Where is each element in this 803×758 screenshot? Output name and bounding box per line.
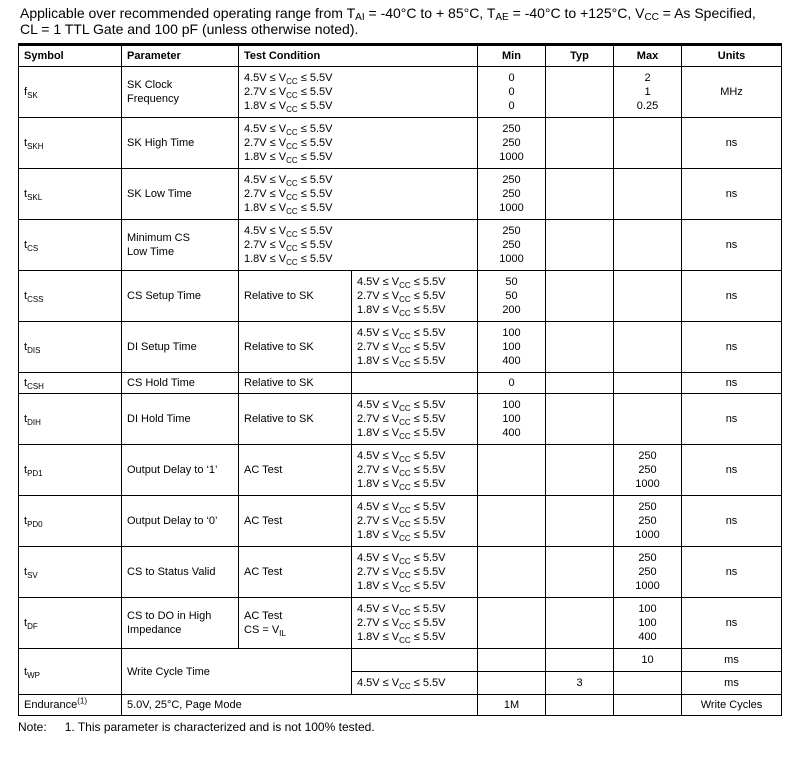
units-cell: ns xyxy=(682,220,782,271)
max-cell xyxy=(614,394,682,445)
condition-cell: $4.5V \le V_{CC} \le 5.5V$ $2.7V \le V_{CC} \le 5.5V$ $1.8V \le V_{CC} \le 5.5V$ xyxy=(239,169,478,220)
symbol-cell: $t_{DF}$ xyxy=(19,598,122,649)
intro-text xyxy=(20,5,795,37)
units-cell: Write Cycles xyxy=(682,695,782,716)
vcc-cell: $4.5V \le V_{CC} \le 5.5V$ $2.7V \le V_{CC} \le 5.5V$ $1.8V \le V_{CC} \le 5.5V$ xyxy=(352,322,478,373)
typ-cell xyxy=(546,220,614,271)
table-row-tsv xyxy=(19,547,782,598)
table-row-tcss xyxy=(19,271,782,322)
typ-cell xyxy=(546,169,614,220)
units-cell: ns xyxy=(682,547,782,598)
parameter-cell: Output Delay to ‘1’ xyxy=(122,445,239,496)
min-cell: 0 xyxy=(478,373,546,394)
header-symbol: Symbol xyxy=(19,45,122,67)
max-cell xyxy=(614,169,682,220)
max-cell xyxy=(614,695,682,716)
parameter-cell: Output Delay to ‘0’ xyxy=(122,496,239,547)
max-cell: 250 250 1000 xyxy=(614,496,682,547)
max-cell: 250 250 1000 xyxy=(614,445,682,496)
max-cell: 2 1 0.25 xyxy=(614,67,682,118)
min-cell: 100 100 400 xyxy=(478,394,546,445)
header-typ: Typ xyxy=(546,45,614,67)
header-parameter: Parameter xyxy=(122,45,239,67)
min-cell: 250 250 1000 xyxy=(478,220,546,271)
max-cell: 250 250 1000 xyxy=(614,547,682,598)
max-cell xyxy=(614,271,682,322)
symbol-cell: $t_{CSH}$ xyxy=(19,373,122,394)
condition-cell: Relative to SK xyxy=(239,394,352,445)
parameter-cell: SK Clock Frequency xyxy=(122,67,239,118)
intro-line-1: Applicable over recommended operating range from $T_{AI} = -40^\circ C$ to + 85°C, $T_{AE} = -40^\circ C$ to +125°C, $V_{CC} = As$ Specified, xyxy=(20,5,756,23)
typ-cell xyxy=(546,695,614,716)
typ-cell xyxy=(546,373,614,394)
units-cell: ns xyxy=(682,496,782,547)
symbol-cell: $t_{CSS}$ xyxy=(19,271,122,322)
vcc-cell: $4.5V \le V_{CC} \le 5.5V$ $2.7V \le V_{CC} \le 5.5V$ $1.8V \le V_{CC} \le 5.5V$ xyxy=(352,496,478,547)
max-cell xyxy=(614,373,682,394)
condition-cell: $4.5V \le V_{CC} \le 5.5V$ $2.7V \le V_{CC} \le 5.5V$ $1.8V \le V_{CC} \le 5.5V$ xyxy=(239,67,478,118)
intro-line-2: CL = 1 TTL Gate and 100 pF (unless otherwise noted). xyxy=(20,21,359,37)
condition-cell: AC Test xyxy=(239,445,352,496)
min-cell xyxy=(478,672,546,695)
typ-cell xyxy=(546,271,614,322)
table-row-fsk xyxy=(19,67,782,118)
max-cell xyxy=(614,220,682,271)
symbol-cell: Endurance$^{(1)}$ xyxy=(19,695,122,716)
min-cell: 1M xyxy=(478,695,546,716)
condition-cell: $4.5V \le V_{CC} \le 5.5V$ $2.7V \le V_{CC} \le 5.5V$ $1.8V \le V_{CC} \le 5.5V$ xyxy=(239,118,478,169)
typ-cell xyxy=(546,649,614,672)
condition-cell: Relative to SK xyxy=(239,271,352,322)
table-row-tpd1 xyxy=(19,445,782,496)
header-max: Max xyxy=(614,45,682,67)
units-cell: ms xyxy=(682,672,782,695)
symbol-cell: $t_{DIS}$ xyxy=(19,322,122,373)
parameter-cell: DI Setup Time xyxy=(122,322,239,373)
table-row-tdis xyxy=(19,322,782,373)
max-cell: 100 100 400 xyxy=(614,598,682,649)
typ-cell xyxy=(546,496,614,547)
symbol-cell: $t_{SV}$ xyxy=(19,547,122,598)
footnote xyxy=(18,720,375,734)
units-cell: ns xyxy=(682,598,782,649)
note-label: Note: xyxy=(18,720,47,734)
table-row-tpd0 xyxy=(19,496,782,547)
symbol-cell: $t_{PD0}$ xyxy=(19,496,122,547)
units-cell: ns xyxy=(682,169,782,220)
table-row-endurance xyxy=(19,695,782,716)
vcc-cell: $4.5V \le V_{CC} \le 5.5V$ $2.7V \le V_{CC} \le 5.5V$ $1.8V \le V_{CC} \le 5.5V$ xyxy=(352,271,478,322)
parameter-cell: Minimum CS Low Time xyxy=(122,220,239,271)
max-cell xyxy=(614,672,682,695)
vcc-cell: $4.5V \le V_{CC} \le 5.5V$ $2.7V \le V_{CC} \le 5.5V$ $1.8V \le V_{CC} \le 5.5V$ xyxy=(352,547,478,598)
symbol-cell: $t_{WP}$ xyxy=(19,649,122,695)
table-row-tskl xyxy=(19,169,782,220)
units-cell: ns xyxy=(682,118,782,169)
table-row-tdih xyxy=(19,394,782,445)
symbol-cell: $t_{PD1}$ xyxy=(19,445,122,496)
parameter-cell: SK Low Time xyxy=(122,169,239,220)
min-cell: 0 0 0 xyxy=(478,67,546,118)
parameter-cell: CS to DO in High Impedance xyxy=(122,598,239,649)
typ-cell xyxy=(546,445,614,496)
parameter-cell: CS Setup Time xyxy=(122,271,239,322)
header-row xyxy=(19,45,782,67)
min-cell xyxy=(478,598,546,649)
symbol-cell: $t_{DIH}$ xyxy=(19,394,122,445)
header-min: Min xyxy=(478,45,546,67)
units-cell: ms xyxy=(682,649,782,672)
parameter-cell: CS to Status Valid xyxy=(122,547,239,598)
max-cell xyxy=(614,118,682,169)
vcc-cell: $4.5V \le V_{CC} \le 5.5V$ $2.7V \le V_{CC} \le 5.5V$ $1.8V \le V_{CC} \le 5.5V$ xyxy=(352,445,478,496)
vcc-cell: $4.5V \le V_{CC} \le 5.5V$ xyxy=(352,672,478,695)
typ-cell xyxy=(546,67,614,118)
min-cell xyxy=(478,445,546,496)
vcc-cell: $4.5V \le V_{CC} \le 5.5V$ $2.7V \le V_{CC} \le 5.5V$ $1.8V \le V_{CC} \le 5.5V$ xyxy=(352,598,478,649)
units-cell: MHz xyxy=(682,67,782,118)
table-row-tskh xyxy=(19,118,782,169)
table-row-tcs xyxy=(19,220,782,271)
min-cell: 250 250 1000 xyxy=(478,169,546,220)
vcc-cell: $4.5V \le V_{CC} \le 5.5V$ $2.7V \le V_{CC} \le 5.5V$ $1.8V \le V_{CC} \le 5.5V$ xyxy=(352,394,478,445)
typ-cell: 3 xyxy=(546,672,614,695)
units-cell: ns xyxy=(682,271,782,322)
parameter-cell: SK High Time xyxy=(122,118,239,169)
condition-cell: AC Test xyxy=(239,496,352,547)
table-row-twp xyxy=(19,649,782,672)
min-cell: 100 100 400 xyxy=(478,322,546,373)
symbol-cell: $t_{SKH}$ xyxy=(19,118,122,169)
vcc-cell xyxy=(352,649,478,672)
header-units: Units xyxy=(682,45,782,67)
table-row-tdf xyxy=(19,598,782,649)
units-cell: ns xyxy=(682,373,782,394)
vcc-cell xyxy=(352,373,478,394)
units-cell: ns xyxy=(682,445,782,496)
min-cell xyxy=(478,496,546,547)
parameter-cell: CS Hold Time xyxy=(122,373,239,394)
note-item-1: 1. This parameter is characterized and is not 100% tested. xyxy=(64,720,375,734)
parameter-cell: Write Cycle Time xyxy=(122,649,352,695)
condition-cell: $4.5V \le V_{CC} \le 5.5V$ $2.7V \le V_{CC} \le 5.5V$ $1.8V \le V_{CC} \le 5.5V$ xyxy=(239,220,478,271)
units-cell: ns xyxy=(682,322,782,373)
max-cell: 10 xyxy=(614,649,682,672)
condition-cell: Relative to SK xyxy=(239,322,352,373)
symbol-cell: $t_{SKL}$ xyxy=(19,169,122,220)
typ-cell xyxy=(546,322,614,373)
min-cell xyxy=(478,547,546,598)
typ-cell xyxy=(546,598,614,649)
units-cell: ns xyxy=(682,394,782,445)
ac-characteristics-table xyxy=(18,43,782,716)
symbol-cell: $t_{CS}$ xyxy=(19,220,122,271)
condition-cell: AC Test CS = $V_{IL}$ xyxy=(239,598,352,649)
min-cell: 250 250 1000 xyxy=(478,118,546,169)
parameter-cell: DI Hold Time xyxy=(122,394,239,445)
typ-cell xyxy=(546,118,614,169)
max-cell xyxy=(614,322,682,373)
symbol-cell: $f_{SK}$ xyxy=(19,67,122,118)
min-cell xyxy=(478,649,546,672)
table-row-tcsh xyxy=(19,373,782,394)
typ-cell xyxy=(546,394,614,445)
condition-cell: Relative to SK xyxy=(239,373,352,394)
condition-cell: AC Test xyxy=(239,547,352,598)
typ-cell xyxy=(546,547,614,598)
min-cell: 50 50 200 xyxy=(478,271,546,322)
header-test-condition: Test Condition xyxy=(239,45,478,67)
parameter-cell: 5.0V, 25°C, Page Mode xyxy=(122,695,478,716)
